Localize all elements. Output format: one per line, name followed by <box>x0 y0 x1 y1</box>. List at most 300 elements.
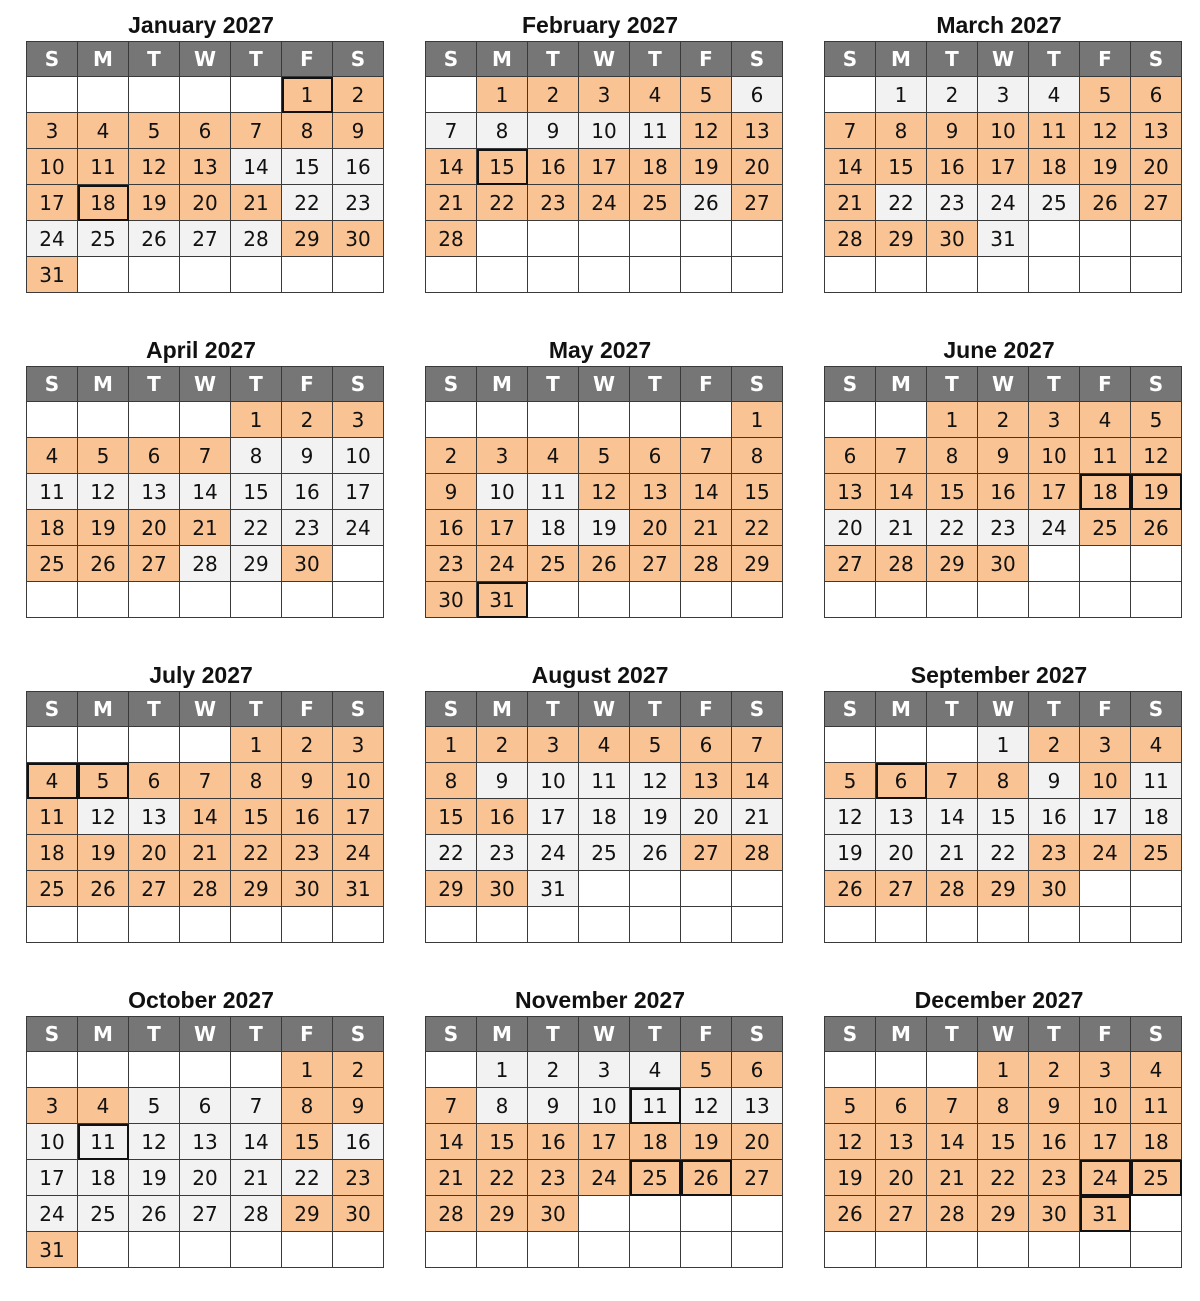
day-cell[interactable]: 6 <box>732 77 783 113</box>
day-cell[interactable]: 27 <box>876 1196 927 1232</box>
day-cell[interactable]: 6 <box>876 763 927 799</box>
day-cell[interactable]: 11 <box>579 763 630 799</box>
day-cell[interactable]: 22 <box>978 835 1029 871</box>
day-cell[interactable]: 21 <box>180 510 231 546</box>
day-cell[interactable]: 7 <box>426 1088 477 1124</box>
day-cell[interactable]: 23 <box>426 546 477 582</box>
day-cell[interactable]: 8 <box>282 113 333 149</box>
day-cell[interactable]: 24 <box>528 835 579 871</box>
day-cell[interactable]: 9 <box>426 474 477 510</box>
day-cell[interactable]: 8 <box>732 438 783 474</box>
day-cell[interactable]: 13 <box>1131 113 1182 149</box>
day-cell[interactable]: 23 <box>1029 1160 1080 1196</box>
day-cell[interactable]: 15 <box>282 149 333 185</box>
day-cell[interactable]: 18 <box>528 510 579 546</box>
day-cell[interactable]: 18 <box>1131 799 1182 835</box>
day-cell[interactable]: 28 <box>231 1196 282 1232</box>
day-cell[interactable]: 9 <box>528 1088 579 1124</box>
day-cell[interactable]: 21 <box>825 185 876 221</box>
day-cell[interactable]: 2 <box>333 77 384 113</box>
day-cell[interactable]: 30 <box>1029 871 1080 907</box>
day-cell[interactable]: 31 <box>27 1232 78 1268</box>
day-cell[interactable]: 3 <box>1080 1052 1131 1088</box>
day-cell[interactable]: 25 <box>1029 185 1080 221</box>
day-cell[interactable]: 25 <box>27 871 78 907</box>
day-cell[interactable]: 5 <box>78 438 129 474</box>
day-cell[interactable]: 3 <box>579 77 630 113</box>
day-cell[interactable]: 23 <box>477 835 528 871</box>
day-cell[interactable]: 24 <box>579 185 630 221</box>
day-cell[interactable]: 20 <box>129 510 180 546</box>
day-cell[interactable]: 15 <box>231 799 282 835</box>
day-cell[interactable]: 23 <box>1029 835 1080 871</box>
day-cell[interactable]: 4 <box>78 1088 129 1124</box>
day-cell[interactable]: 11 <box>1080 438 1131 474</box>
day-cell[interactable]: 25 <box>1080 510 1131 546</box>
day-cell[interactable]: 3 <box>978 77 1029 113</box>
day-cell[interactable]: 21 <box>231 185 282 221</box>
day-cell[interactable]: 17 <box>477 510 528 546</box>
day-cell[interactable]: 6 <box>129 438 180 474</box>
day-cell[interactable]: 20 <box>825 510 876 546</box>
day-cell[interactable]: 29 <box>978 871 1029 907</box>
day-cell[interactable]: 5 <box>681 1052 732 1088</box>
day-cell[interactable]: 20 <box>180 1160 231 1196</box>
day-cell[interactable]: 16 <box>282 474 333 510</box>
day-cell[interactable]: 27 <box>129 546 180 582</box>
day-cell[interactable]: 2 <box>282 727 333 763</box>
day-cell[interactable]: 29 <box>978 1196 1029 1232</box>
day-cell[interactable]: 15 <box>477 1124 528 1160</box>
day-cell[interactable]: 1 <box>978 727 1029 763</box>
day-cell[interactable]: 21 <box>681 510 732 546</box>
day-cell[interactable]: 12 <box>78 474 129 510</box>
day-cell[interactable]: 11 <box>27 474 78 510</box>
day-cell[interactable]: 14 <box>732 763 783 799</box>
day-cell[interactable]: 17 <box>1080 1124 1131 1160</box>
day-cell[interactable]: 30 <box>1029 1196 1080 1232</box>
day-cell[interactable]: 3 <box>528 727 579 763</box>
day-cell[interactable]: 12 <box>630 763 681 799</box>
day-cell[interactable]: 6 <box>180 113 231 149</box>
day-cell[interactable]: 12 <box>129 1124 180 1160</box>
day-cell[interactable]: 19 <box>78 835 129 871</box>
day-cell[interactable]: 20 <box>732 1124 783 1160</box>
day-cell[interactable]: 12 <box>681 1088 732 1124</box>
day-cell[interactable]: 27 <box>630 546 681 582</box>
day-cell[interactable]: 12 <box>579 474 630 510</box>
day-cell[interactable]: 10 <box>333 438 384 474</box>
day-cell[interactable]: 4 <box>27 763 78 799</box>
day-cell[interactable]: 17 <box>27 185 78 221</box>
day-cell[interactable]: 9 <box>333 113 384 149</box>
day-cell[interactable]: 2 <box>1029 1052 1080 1088</box>
day-cell[interactable]: 26 <box>630 835 681 871</box>
day-cell[interactable]: 31 <box>27 257 78 293</box>
day-cell[interactable]: 26 <box>1131 510 1182 546</box>
day-cell[interactable]: 24 <box>1029 510 1080 546</box>
day-cell[interactable]: 3 <box>1080 727 1131 763</box>
day-cell[interactable]: 3 <box>579 1052 630 1088</box>
day-cell[interactable]: 18 <box>1080 474 1131 510</box>
day-cell[interactable]: 28 <box>180 546 231 582</box>
day-cell[interactable]: 30 <box>978 546 1029 582</box>
day-cell[interactable]: 28 <box>927 1196 978 1232</box>
day-cell[interactable]: 29 <box>231 871 282 907</box>
day-cell[interactable]: 22 <box>282 185 333 221</box>
day-cell[interactable]: 11 <box>1131 763 1182 799</box>
day-cell[interactable]: 7 <box>927 763 978 799</box>
day-cell[interactable]: 23 <box>282 510 333 546</box>
day-cell[interactable]: 2 <box>978 402 1029 438</box>
day-cell[interactable]: 2 <box>528 1052 579 1088</box>
day-cell[interactable]: 14 <box>231 1124 282 1160</box>
day-cell[interactable]: 24 <box>1080 835 1131 871</box>
day-cell[interactable]: 7 <box>825 113 876 149</box>
day-cell[interactable]: 21 <box>927 835 978 871</box>
day-cell[interactable]: 4 <box>78 113 129 149</box>
day-cell[interactable]: 25 <box>528 546 579 582</box>
day-cell[interactable]: 7 <box>876 438 927 474</box>
day-cell[interactable]: 10 <box>1080 1088 1131 1124</box>
day-cell[interactable]: 8 <box>876 113 927 149</box>
day-cell[interactable]: 8 <box>978 763 1029 799</box>
day-cell[interactable]: 29 <box>426 871 477 907</box>
day-cell[interactable]: 13 <box>876 799 927 835</box>
day-cell[interactable]: 26 <box>681 185 732 221</box>
day-cell[interactable]: 21 <box>426 1160 477 1196</box>
day-cell[interactable]: 2 <box>1029 727 1080 763</box>
day-cell[interactable]: 18 <box>27 510 78 546</box>
day-cell[interactable]: 24 <box>333 510 384 546</box>
day-cell[interactable]: 14 <box>927 799 978 835</box>
day-cell[interactable]: 15 <box>876 149 927 185</box>
day-cell[interactable]: 2 <box>477 727 528 763</box>
day-cell[interactable]: 9 <box>333 1088 384 1124</box>
day-cell[interactable]: 13 <box>732 1088 783 1124</box>
day-cell[interactable]: 4 <box>630 77 681 113</box>
day-cell[interactable]: 19 <box>825 1160 876 1196</box>
day-cell[interactable]: 9 <box>1029 1088 1080 1124</box>
day-cell[interactable]: 10 <box>579 1088 630 1124</box>
day-cell[interactable]: 16 <box>1029 799 1080 835</box>
day-cell[interactable]: 17 <box>333 799 384 835</box>
day-cell[interactable]: 21 <box>231 1160 282 1196</box>
day-cell[interactable]: 1 <box>732 402 783 438</box>
day-cell[interactable]: 19 <box>1080 149 1131 185</box>
day-cell[interactable]: 9 <box>477 763 528 799</box>
day-cell[interactable]: 23 <box>528 1160 579 1196</box>
day-cell[interactable]: 7 <box>426 113 477 149</box>
day-cell[interactable]: 8 <box>282 1088 333 1124</box>
day-cell[interactable]: 28 <box>732 835 783 871</box>
day-cell[interactable]: 13 <box>180 1124 231 1160</box>
day-cell[interactable]: 18 <box>630 1124 681 1160</box>
day-cell[interactable]: 22 <box>927 510 978 546</box>
day-cell[interactable]: 24 <box>27 221 78 257</box>
day-cell[interactable]: 25 <box>27 546 78 582</box>
day-cell[interactable]: 3 <box>333 727 384 763</box>
day-cell[interactable]: 22 <box>282 1160 333 1196</box>
day-cell[interactable]: 1 <box>978 1052 1029 1088</box>
day-cell[interactable]: 21 <box>180 835 231 871</box>
day-cell[interactable]: 5 <box>630 727 681 763</box>
day-cell[interactable]: 1 <box>282 1052 333 1088</box>
day-cell[interactable]: 24 <box>477 546 528 582</box>
day-cell[interactable]: 16 <box>477 799 528 835</box>
day-cell[interactable]: 13 <box>180 149 231 185</box>
day-cell[interactable]: 19 <box>681 1124 732 1160</box>
day-cell[interactable]: 3 <box>27 1088 78 1124</box>
day-cell[interactable]: 7 <box>180 438 231 474</box>
day-cell[interactable]: 9 <box>1029 763 1080 799</box>
day-cell[interactable]: 4 <box>1131 727 1182 763</box>
day-cell[interactable]: 1 <box>477 77 528 113</box>
day-cell[interactable]: 3 <box>1029 402 1080 438</box>
day-cell[interactable]: 21 <box>732 799 783 835</box>
day-cell[interactable]: 6 <box>129 763 180 799</box>
day-cell[interactable]: 1 <box>231 402 282 438</box>
day-cell[interactable]: 26 <box>78 546 129 582</box>
day-cell[interactable]: 6 <box>1131 77 1182 113</box>
day-cell[interactable]: 22 <box>477 185 528 221</box>
day-cell[interactable]: 23 <box>333 185 384 221</box>
day-cell[interactable]: 26 <box>825 871 876 907</box>
day-cell[interactable]: 30 <box>426 582 477 618</box>
day-cell[interactable]: 24 <box>27 1196 78 1232</box>
day-cell[interactable]: 15 <box>231 474 282 510</box>
day-cell[interactable]: 2 <box>927 77 978 113</box>
day-cell[interactable]: 9 <box>282 763 333 799</box>
day-cell[interactable]: 22 <box>426 835 477 871</box>
day-cell[interactable]: 23 <box>978 510 1029 546</box>
day-cell[interactable]: 31 <box>1080 1196 1131 1232</box>
day-cell[interactable]: 12 <box>825 799 876 835</box>
day-cell[interactable]: 11 <box>1029 113 1080 149</box>
day-cell[interactable]: 18 <box>78 185 129 221</box>
day-cell[interactable]: 16 <box>978 474 1029 510</box>
day-cell[interactable]: 19 <box>129 185 180 221</box>
day-cell[interactable]: 8 <box>927 438 978 474</box>
day-cell[interactable]: 28 <box>426 1196 477 1232</box>
day-cell[interactable]: 14 <box>231 149 282 185</box>
day-cell[interactable]: 17 <box>579 1124 630 1160</box>
day-cell[interactable]: 8 <box>477 1088 528 1124</box>
day-cell[interactable]: 15 <box>927 474 978 510</box>
day-cell[interactable]: 7 <box>927 1088 978 1124</box>
day-cell[interactable]: 31 <box>477 582 528 618</box>
day-cell[interactable]: 25 <box>78 221 129 257</box>
day-cell[interactable]: 30 <box>333 1196 384 1232</box>
day-cell[interactable]: 27 <box>732 185 783 221</box>
day-cell[interactable]: 9 <box>528 113 579 149</box>
day-cell[interactable]: 12 <box>681 113 732 149</box>
day-cell[interactable]: 13 <box>630 474 681 510</box>
day-cell[interactable]: 12 <box>1131 438 1182 474</box>
day-cell[interactable]: 18 <box>27 835 78 871</box>
day-cell[interactable]: 23 <box>528 185 579 221</box>
day-cell[interactable]: 14 <box>426 1124 477 1160</box>
day-cell[interactable]: 29 <box>231 546 282 582</box>
day-cell[interactable]: 17 <box>579 149 630 185</box>
day-cell[interactable]: 15 <box>978 1124 1029 1160</box>
day-cell[interactable]: 25 <box>630 185 681 221</box>
day-cell[interactable]: 12 <box>825 1124 876 1160</box>
day-cell[interactable]: 18 <box>579 799 630 835</box>
day-cell[interactable]: 19 <box>78 510 129 546</box>
day-cell[interactable]: 29 <box>477 1196 528 1232</box>
day-cell[interactable]: 16 <box>333 1124 384 1160</box>
day-cell[interactable]: 17 <box>27 1160 78 1196</box>
day-cell[interactable]: 1 <box>477 1052 528 1088</box>
day-cell[interactable]: 18 <box>78 1160 129 1196</box>
day-cell[interactable]: 18 <box>630 149 681 185</box>
day-cell[interactable]: 8 <box>477 113 528 149</box>
day-cell[interactable]: 15 <box>978 799 1029 835</box>
day-cell[interactable]: 7 <box>681 438 732 474</box>
day-cell[interactable]: 11 <box>78 1124 129 1160</box>
day-cell[interactable]: 5 <box>78 763 129 799</box>
day-cell[interactable]: 28 <box>876 546 927 582</box>
day-cell[interactable]: 10 <box>333 763 384 799</box>
day-cell[interactable]: 14 <box>180 474 231 510</box>
day-cell[interactable]: 17 <box>978 149 1029 185</box>
day-cell[interactable]: 14 <box>681 474 732 510</box>
day-cell[interactable]: 4 <box>528 438 579 474</box>
day-cell[interactable]: 14 <box>825 149 876 185</box>
day-cell[interactable]: 16 <box>282 799 333 835</box>
day-cell[interactable]: 5 <box>681 77 732 113</box>
day-cell[interactable]: 28 <box>231 221 282 257</box>
day-cell[interactable]: 4 <box>630 1052 681 1088</box>
day-cell[interactable]: 30 <box>927 221 978 257</box>
day-cell[interactable]: 4 <box>1131 1052 1182 1088</box>
day-cell[interactable]: 25 <box>630 1160 681 1196</box>
day-cell[interactable]: 5 <box>1131 402 1182 438</box>
day-cell[interactable]: 17 <box>333 474 384 510</box>
day-cell[interactable]: 3 <box>333 402 384 438</box>
day-cell[interactable]: 7 <box>231 113 282 149</box>
day-cell[interactable]: 3 <box>477 438 528 474</box>
day-cell[interactable]: 31 <box>528 871 579 907</box>
day-cell[interactable]: 25 <box>1131 835 1182 871</box>
day-cell[interactable]: 5 <box>825 1088 876 1124</box>
day-cell[interactable]: 22 <box>231 835 282 871</box>
day-cell[interactable]: 26 <box>129 1196 180 1232</box>
day-cell[interactable]: 29 <box>732 546 783 582</box>
day-cell[interactable]: 27 <box>732 1160 783 1196</box>
day-cell[interactable]: 15 <box>426 799 477 835</box>
day-cell[interactable]: 7 <box>732 727 783 763</box>
day-cell[interactable]: 21 <box>927 1160 978 1196</box>
day-cell[interactable]: 8 <box>426 763 477 799</box>
day-cell[interactable]: 10 <box>528 763 579 799</box>
day-cell[interactable]: 20 <box>876 1160 927 1196</box>
day-cell[interactable]: 24 <box>1080 1160 1131 1196</box>
day-cell[interactable]: 26 <box>129 221 180 257</box>
day-cell[interactable]: 20 <box>630 510 681 546</box>
day-cell[interactable]: 30 <box>333 221 384 257</box>
day-cell[interactable]: 11 <box>528 474 579 510</box>
day-cell[interactable]: 14 <box>426 149 477 185</box>
day-cell[interactable]: 16 <box>528 149 579 185</box>
day-cell[interactable]: 18 <box>1131 1124 1182 1160</box>
day-cell[interactable]: 5 <box>825 763 876 799</box>
day-cell[interactable]: 14 <box>180 799 231 835</box>
day-cell[interactable]: 30 <box>477 871 528 907</box>
day-cell[interactable]: 28 <box>681 546 732 582</box>
day-cell[interactable]: 23 <box>282 835 333 871</box>
day-cell[interactable]: 27 <box>129 871 180 907</box>
day-cell[interactable]: 10 <box>1080 763 1131 799</box>
day-cell[interactable]: 10 <box>579 113 630 149</box>
day-cell[interactable]: 11 <box>630 113 681 149</box>
day-cell[interactable]: 6 <box>681 727 732 763</box>
day-cell[interactable]: 30 <box>282 546 333 582</box>
day-cell[interactable]: 29 <box>876 221 927 257</box>
day-cell[interactable]: 27 <box>1131 185 1182 221</box>
day-cell[interactable]: 13 <box>876 1124 927 1160</box>
day-cell[interactable]: 22 <box>477 1160 528 1196</box>
day-cell[interactable]: 26 <box>579 546 630 582</box>
day-cell[interactable]: 4 <box>1080 402 1131 438</box>
day-cell[interactable]: 29 <box>282 221 333 257</box>
day-cell[interactable]: 2 <box>282 402 333 438</box>
day-cell[interactable]: 18 <box>1029 149 1080 185</box>
day-cell[interactable]: 25 <box>1131 1160 1182 1196</box>
day-cell[interactable]: 6 <box>876 1088 927 1124</box>
day-cell[interactable]: 30 <box>528 1196 579 1232</box>
day-cell[interactable]: 28 <box>825 221 876 257</box>
day-cell[interactable]: 5 <box>129 1088 180 1124</box>
day-cell[interactable]: 3 <box>27 113 78 149</box>
day-cell[interactable]: 11 <box>78 149 129 185</box>
day-cell[interactable]: 17 <box>528 799 579 835</box>
day-cell[interactable]: 23 <box>927 185 978 221</box>
day-cell[interactable]: 25 <box>579 835 630 871</box>
day-cell[interactable]: 28 <box>426 221 477 257</box>
day-cell[interactable]: 26 <box>825 1196 876 1232</box>
day-cell[interactable]: 6 <box>180 1088 231 1124</box>
day-cell[interactable]: 16 <box>528 1124 579 1160</box>
day-cell[interactable]: 16 <box>1029 1124 1080 1160</box>
day-cell[interactable]: 28 <box>180 871 231 907</box>
day-cell[interactable]: 1 <box>282 77 333 113</box>
day-cell[interactable]: 19 <box>681 149 732 185</box>
day-cell[interactable]: 19 <box>630 799 681 835</box>
day-cell[interactable]: 12 <box>1080 113 1131 149</box>
day-cell[interactable]: 11 <box>1131 1088 1182 1124</box>
day-cell[interactable]: 16 <box>333 149 384 185</box>
day-cell[interactable]: 8 <box>231 763 282 799</box>
day-cell[interactable]: 12 <box>78 799 129 835</box>
day-cell[interactable]: 20 <box>129 835 180 871</box>
day-cell[interactable]: 27 <box>681 835 732 871</box>
day-cell[interactable]: 2 <box>333 1052 384 1088</box>
day-cell[interactable]: 7 <box>180 763 231 799</box>
day-cell[interactable]: 13 <box>129 474 180 510</box>
day-cell[interactable]: 29 <box>927 546 978 582</box>
day-cell[interactable]: 6 <box>825 438 876 474</box>
day-cell[interactable]: 17 <box>1029 474 1080 510</box>
day-cell[interactable]: 31 <box>978 221 1029 257</box>
day-cell[interactable]: 16 <box>426 510 477 546</box>
day-cell[interactable]: 20 <box>876 835 927 871</box>
day-cell[interactable]: 21 <box>426 185 477 221</box>
day-cell[interactable]: 1 <box>876 77 927 113</box>
day-cell[interactable]: 31 <box>333 871 384 907</box>
day-cell[interactable]: 1 <box>231 727 282 763</box>
